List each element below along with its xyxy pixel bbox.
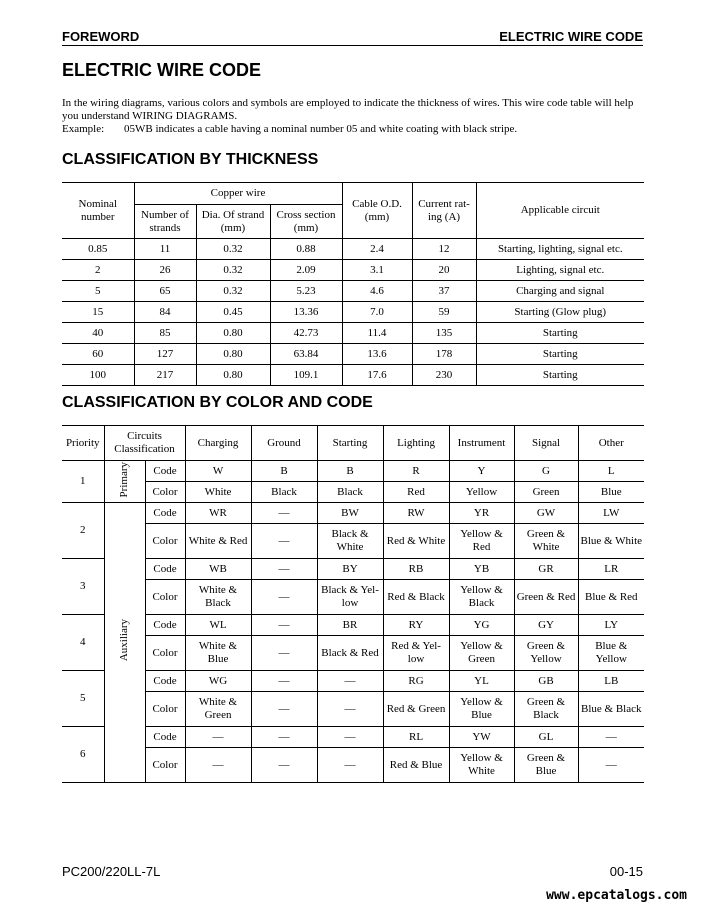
code-value-cell: RB [383,559,449,580]
table-row [62,239,644,260]
table-row [62,323,644,344]
color-value-cell: Yellow & Green [449,636,514,671]
primary-label-cell [104,461,145,503]
cell-cable-od: 17.6 [342,365,412,386]
code-value-cell: GB [514,671,578,692]
col-ground: Ground [251,426,317,461]
code-value-cell: — [317,727,383,748]
color-value-cell: Yellow [449,482,514,503]
code-value-cell: — [578,727,644,748]
col-instrument: Instrument [449,426,514,461]
cell-dia: 0.32 [196,281,270,302]
cell-cable-od: 4.6 [342,281,412,302]
primary-label: Primary [118,461,130,498]
cell-cross: 42.73 [270,323,342,344]
cell-nominal: 60 [62,344,134,365]
color-value-cell: Black & White [317,524,383,559]
cell-current: 59 [412,302,476,323]
code-value-cell: RG [383,671,449,692]
color-value-cell: Black & Yel-low [317,580,383,615]
color-row-label: Color [145,748,185,783]
code-value-cell: LR [578,559,644,580]
color-value-cell: Red & White [383,524,449,559]
col-starting: Starting [317,426,383,461]
code-value-cell: G [514,461,578,482]
code-row-label: Code [145,671,185,692]
color-value-cell: Blue [578,482,644,503]
priority-cell: 6 [62,727,104,783]
code-value-cell: W [185,461,251,482]
color-value-cell: White & Blue [185,636,251,671]
cell-circuit: Charging and signal [476,281,644,302]
code-value-cell: GL [514,727,578,748]
code-value-cell: — [251,671,317,692]
cell-cross: 13.36 [270,302,342,323]
color-row-label: Color [145,580,185,615]
cell-dia: 0.45 [196,302,270,323]
code-value-cell: GW [514,503,578,524]
code-value-cell: YL [449,671,514,692]
cell-strands: 26 [134,260,196,281]
table-row [62,260,644,281]
code-value-cell: WB [185,559,251,580]
color-value-cell: Red & Green [383,692,449,727]
code-value-cell: — [251,503,317,524]
cell-cross: 2.09 [270,260,342,281]
cell-circuit: Starting [476,344,644,365]
cell-cable-od: 3.1 [342,260,412,281]
cell-circuit: Starting [476,323,644,344]
color-value-cell: Black & Red [317,636,383,671]
header-section-title: FOREWORD [62,29,140,44]
cell-nominal: 5 [62,281,134,302]
color-value-cell: — [251,580,317,615]
color-row-label: Color [145,692,185,727]
cell-nominal: 2 [62,260,134,281]
table-row [62,344,644,365]
col-other: Other [578,426,644,461]
table-row [62,503,644,524]
col-charging: Charging [185,426,251,461]
color-value-cell: Black [317,482,383,503]
color-value-cell: Red & Yel-low [383,636,449,671]
cell-nominal: 0.85 [62,239,134,260]
thickness-table [62,182,644,386]
code-value-cell: RW [383,503,449,524]
color-value-cell: Yellow & Blue [449,692,514,727]
code-value-cell: — [317,671,383,692]
color-value-cell: Red & Black [383,580,449,615]
table-row [62,559,644,580]
color-value-cell: — [251,636,317,671]
cell-strands: 217 [134,365,196,386]
color-value-cell: Red [383,482,449,503]
color-value-cell: Blue & Red [578,580,644,615]
cell-current: 20 [412,260,476,281]
code-value-cell: L [578,461,644,482]
table-row [62,482,644,503]
color-value-cell: Green & Red [514,580,578,615]
col-nominal: Nominal number [62,183,134,239]
color-value-cell: Green & Black [514,692,578,727]
cell-cable-od: 7.0 [342,302,412,323]
cell-circuit: Starting, lighting, signal etc. [476,239,644,260]
color-value-cell: — [185,748,251,783]
color-value-cell: Blue & Yellow [578,636,644,671]
cell-circuit: Lighting, signal etc. [476,260,644,281]
code-value-cell: LB [578,671,644,692]
table-row [62,281,644,302]
cell-strands: 65 [134,281,196,302]
code-value-cell: RY [383,615,449,636]
header-page-title: ELECTRIC WIRE CODE [499,29,643,44]
table-row [62,727,644,748]
code-value-cell: WR [185,503,251,524]
color-row-label: Color [145,482,185,503]
cell-cross: 0.88 [270,239,342,260]
col-current-rating: Current rat-ing (A) [412,183,476,239]
priority-cell: 4 [62,615,104,671]
table-row [62,302,644,323]
priority-cell: 2 [62,503,104,559]
cell-nominal: 100 [62,365,134,386]
col-circuits-classification: Circuits Classification [104,426,185,461]
code-value-cell: BR [317,615,383,636]
color-value-cell: — [251,748,317,783]
cell-dia: 0.32 [196,239,270,260]
color-value-cell: White & Black [185,580,251,615]
color-value-cell: Blue & Black [578,692,644,727]
col-cable-od: Cable O.D. (mm) [342,183,412,239]
cell-nominal: 40 [62,323,134,344]
code-value-cell: WG [185,671,251,692]
code-row-label: Code [145,559,185,580]
cell-circuit: Starting [476,365,644,386]
col-applicable-circuit: Applicable circuit [476,183,644,239]
code-value-cell: GY [514,615,578,636]
code-value-cell: YW [449,727,514,748]
cell-strands: 11 [134,239,196,260]
color-value-cell: — [251,692,317,727]
color-value-cell: Green & Blue [514,748,578,783]
color-value-cell: — [578,748,644,783]
intro-paragraph: In the wiring diagrams, various colors and symbols are employed to indicate the thickness of wires. This wire code table will help you understand WIRING DIAGRAMS. [62,97,634,122]
watermark-url: www.epcatalogs.com [546,888,687,903]
color-value-cell: Green & White [514,524,578,559]
table-row [62,636,644,671]
col-signal: Signal [514,426,578,461]
color-value-cell: Red & Blue [383,748,449,783]
code-row-label: Code [145,727,185,748]
cell-dia: 0.80 [196,365,270,386]
table-row [62,692,644,727]
example-text: 05WB indicates a cable having a nominal number 05 and white coating with black stripe. [124,123,518,135]
code-value-cell: BY [317,559,383,580]
code-value-cell: BW [317,503,383,524]
cell-nominal: 15 [62,302,134,323]
header-divider [62,45,643,46]
code-value-cell: — [251,559,317,580]
cell-current: 37 [412,281,476,302]
cell-strands: 85 [134,323,196,344]
table-row [62,365,644,386]
table-row [62,524,644,559]
cell-circuit: Starting (Glow plug) [476,302,644,323]
cell-cross: 109.1 [270,365,342,386]
color-value-cell: Yellow & Black [449,580,514,615]
cell-cross: 5.23 [270,281,342,302]
code-value-cell: Y [449,461,514,482]
color-row-label: Color [145,636,185,671]
code-row-label: Code [145,461,185,482]
color-value-cell: Yellow & Red [449,524,514,559]
table-row [62,461,644,482]
col-copper-wire: Copper wire [134,183,342,205]
cell-cross: 63.84 [270,344,342,365]
cell-dia: 0.32 [196,260,270,281]
auxiliary-label-cell [104,503,145,783]
code-value-cell: R [383,461,449,482]
cell-current: 12 [412,239,476,260]
color-value-cell: Green [514,482,578,503]
code-row-label: Code [145,615,185,636]
col-lighting: Lighting [383,426,449,461]
auxiliary-label: Auxiliary [118,619,130,662]
cell-cable-od: 13.6 [342,344,412,365]
code-value-cell: — [185,727,251,748]
priority-cell: 1 [62,461,104,503]
color-heading: CLASSIFICATION BY COLOR AND CODE [62,394,373,411]
code-value-cell: YR [449,503,514,524]
cell-dia: 0.80 [196,323,270,344]
thickness-heading: CLASSIFICATION BY THICKNESS [62,151,319,168]
cell-strands: 84 [134,302,196,323]
cell-strands: 127 [134,344,196,365]
cell-current: 230 [412,365,476,386]
code-row-label: Code [145,503,185,524]
color-value-cell: Blue & White [578,524,644,559]
col-cross-section: Cross section (mm) [270,205,342,239]
priority-cell: 3 [62,559,104,615]
code-value-cell: B [251,461,317,482]
col-dia: Dia. Of strand (mm) [196,205,270,239]
cell-cable-od: 11.4 [342,323,412,344]
example-line [62,123,647,136]
intro-text [62,97,647,136]
color-code-table [62,425,644,783]
color-value-cell: White & Green [185,692,251,727]
page-title: ELECTRIC WIRE CODE [62,60,262,80]
color-value-cell: — [251,524,317,559]
code-value-cell: B [317,461,383,482]
table-row [62,580,644,615]
col-strands: Number of strands [134,205,196,239]
code-value-cell: LW [578,503,644,524]
code-value-cell: — [251,727,317,748]
cell-current: 135 [412,323,476,344]
footer-page-number: 00-15 [609,864,643,879]
code-value-cell: WL [185,615,251,636]
code-value-cell: YB [449,559,514,580]
footer-model: PC200/220LL-7L [62,864,161,879]
cell-dia: 0.80 [196,344,270,365]
color-value-cell: — [317,748,383,783]
code-value-cell: — [251,615,317,636]
table-row [62,615,644,636]
color-value-cell: — [317,692,383,727]
col-priority: Priority [62,426,104,461]
code-value-cell: LY [578,615,644,636]
color-row-label: Color [145,524,185,559]
example-label: Example: [62,123,105,135]
code-value-cell: RL [383,727,449,748]
table-row [62,748,644,783]
color-value-cell: White [185,482,251,503]
color-value-cell: Yellow & White [449,748,514,783]
table-row [62,671,644,692]
color-value-cell: Green & Yellow [514,636,578,671]
code-value-cell: GR [514,559,578,580]
priority-cell: 5 [62,671,104,727]
code-value-cell: YG [449,615,514,636]
color-value-cell: White & Red [185,524,251,559]
color-value-cell: Black [251,482,317,503]
cell-cable-od: 2.4 [342,239,412,260]
cell-current: 178 [412,344,476,365]
